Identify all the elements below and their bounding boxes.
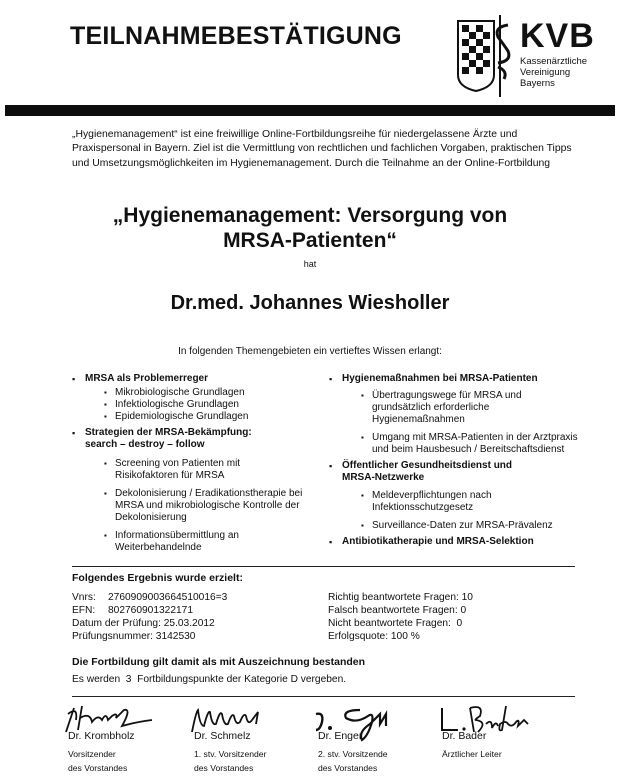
logo-line: Vereinigung <box>520 67 571 78</box>
document-title: TEILNAHMEBESTÄTIGUNG <box>70 22 402 50</box>
topic-title: MRSA-Netzwerke <box>342 472 425 483</box>
exam-number: Prüfungsnummer: 3142530 <box>72 631 196 642</box>
topic-title: ▪ Hygienemaßnahmen bei MRSA-Patienten <box>342 373 538 384</box>
topic-title: ▪ MRSA als Problemerreger <box>85 373 209 384</box>
vnrs-row <box>72 591 227 604</box>
signatory-name: Dr. Bader <box>442 730 487 742</box>
topic-item <box>72 373 322 423</box>
subtopic-item: ▪ Screening von Patienten mit Risikofaktoren für MRSA <box>85 458 285 482</box>
topic-title: search – destroy – follow <box>85 439 205 450</box>
signatory-role <box>318 747 388 775</box>
connector-text: hat <box>303 259 317 269</box>
topic-title: ▪ Antibiotikatherapie und MRSA-Selektion <box>342 536 534 547</box>
topic-item <box>329 373 579 456</box>
signatory-name: Dr. Schmelz <box>194 730 251 742</box>
result-details <box>72 591 227 643</box>
signature-schmelz <box>188 702 318 777</box>
subtopic-item: ▪ Meldeverpflichtungen nach Infektionsschutzgesetz <box>342 490 552 514</box>
signatory-role <box>442 747 502 761</box>
topic-item <box>72 427 322 554</box>
signature-krombholz <box>62 702 192 777</box>
participant-name: Dr.med. Johannes Wiesholler <box>170 292 450 314</box>
signature-enger <box>312 702 442 777</box>
course-title-line: MRSA-Patienten“ <box>223 229 397 252</box>
subtopic-item: ▪ Informationsübermittlung an Weiterbehandelnde <box>85 530 285 554</box>
topic-title: ▪ Öffentlicher Gesundheitsdienst und <box>342 460 513 471</box>
role-line: des Vorstandes <box>68 763 128 773</box>
topics-right-column <box>329 373 579 551</box>
result-divider-top <box>72 566 575 567</box>
signatory-name: Dr. Enger <box>318 730 363 742</box>
subtopic-item: ▪ Übertragungswege für MRSA und grundsätzlich erforderliche Hygienemaßnahmen <box>342 390 562 426</box>
vnrs-value: 2760909003664510016=3 <box>108 592 228 603</box>
logo-subtitle <box>520 56 587 89</box>
logo-line: Bayerns <box>520 78 555 89</box>
role-line: 2. stv. Vorsitzende <box>318 749 388 759</box>
topic-item <box>329 460 579 532</box>
unanswered: Nicht beantwortete Fragen: 0 <box>328 618 463 629</box>
role-line: des Vorstandes <box>194 763 254 773</box>
exam-date: Datum der Prüfung: 25.03.2012 <box>72 618 215 629</box>
efn-row <box>72 604 227 617</box>
subtopic-item: ▪ Surveillance-Daten zur MRSA-Prävalenz <box>342 520 579 532</box>
signatory-role <box>194 747 266 775</box>
signature-bader <box>436 702 566 777</box>
wrong-answers: Falsch beantwortete Fragen: 0 <box>328 605 467 616</box>
topic-title: ▪ Strategien der MRSA-Bekämpfung: <box>85 427 252 438</box>
kvb-logo <box>454 15 614 97</box>
success-rate: Erfolgsquote: 100 % <box>328 631 420 642</box>
logo-abbreviation: KVB <box>520 17 595 55</box>
subtopic-item: ▪ Infektiologische Grundlagen <box>85 399 322 411</box>
passed-statement: Die Fortbildung gilt damit als mit Auszeichnung bestanden <box>72 656 366 668</box>
role-line: des Vorstandes <box>318 763 378 773</box>
subtopic-item: ▪ Epidemiologische Grundlagen <box>85 411 322 423</box>
role-line: Ärztlicher Leiter <box>442 749 502 759</box>
topics-left-column <box>72 373 322 558</box>
kvb-coat-of-arms-icon <box>454 15 516 97</box>
vnrs-label: Vnrs: <box>72 592 96 603</box>
subtopic-item: ▪ Umgang mit MRSA-Patienten in der Arztpraxis und beim Hausbesuch / Bereitschaftsdienst <box>342 432 582 456</box>
correct-answers: Richtig beantwortete Fragen: 10 <box>328 592 473 603</box>
course-title <box>40 203 580 253</box>
logo-line: Kassenärztliche <box>520 56 588 67</box>
efn-value: 802760901322171 <box>108 605 193 616</box>
header-divider <box>5 105 615 116</box>
role-line: Vorsitzender <box>68 749 116 759</box>
signatory-name: Dr. Krombholz <box>68 730 135 742</box>
intro-paragraph: „Hygienemanagement“ ist eine freiwillige Online-Fortbildungsreihe für niedergelassene Ärzte und Praxispersonal in Bayern. Ziel ist die Vermittlung von rechtlichen und fachlichen Vorgaben, praktischen Tipps und Umsetzungsmöglichkeiten im Hygienemanagement. Durch die Teilnahme an der Online-Fortbildung <box>72 129 572 169</box>
topics-intro: In folgenden Themengebieten ein vertieftes Wissen erlangt: <box>178 346 442 357</box>
course-title-line: „Hygienemanagement: Versorgung von <box>112 204 508 227</box>
efn-label: EFN: <box>72 605 96 616</box>
credit-points: Es werden 3 Fortbildungspunkte der Kategorie D vergeben. <box>72 674 347 685</box>
signatory-role <box>68 747 127 775</box>
result-heading: Folgendes Ergebnis wurde erzielt: <box>72 572 243 584</box>
topic-item <box>329 536 579 548</box>
result-scores <box>328 591 473 643</box>
subtopic-item: ▪ Dekolonisierung / Eradikationstherapie bei MRSA und mikrobiologische Kontrolle der Dekolonisierung <box>85 488 315 524</box>
role-line: 1. stv. Vorsitzender <box>194 749 267 759</box>
subtopic-item: ▪ Mikrobiologische Grundlagen <box>85 387 322 399</box>
result-divider-bottom <box>72 696 575 697</box>
